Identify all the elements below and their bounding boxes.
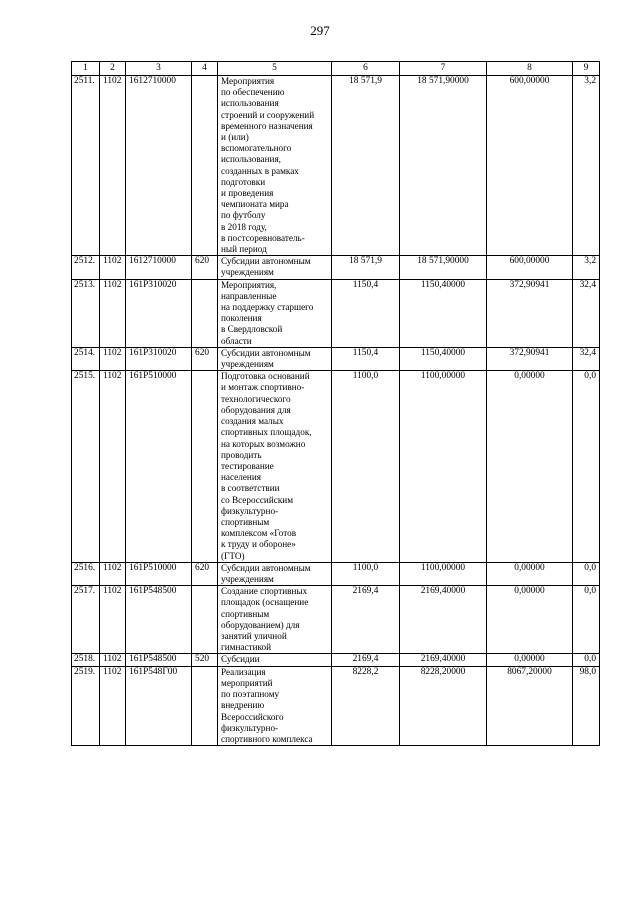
column-header: 2: [100, 62, 126, 76]
table-row: [72, 371, 600, 562]
planned-amount-cell: 8228,2: [332, 666, 400, 745]
approved-amount-cell: 8228,20000: [400, 666, 487, 745]
column-header: 7: [400, 62, 487, 76]
item-name-cell: Субсидии автономным учреждениям: [218, 256, 332, 279]
executed-amount-cell: 372,90941: [487, 279, 573, 347]
table-row: [72, 76, 600, 256]
executed-amount-cell: 600,00000: [487, 76, 573, 256]
approved-amount-cell: 18 571,90000: [400, 256, 487, 279]
budget-table: [71, 61, 600, 746]
execution-percent-cell: 32,4: [573, 347, 600, 370]
approved-amount-cell: 1100,00000: [400, 371, 487, 562]
execution-percent-cell: 0,0: [573, 586, 600, 654]
planned-amount-cell: 1100,0: [332, 371, 400, 562]
table-body: [72, 76, 600, 746]
row-number-cell: 2517.: [72, 586, 100, 654]
planned-amount-cell: 18 571,9: [332, 256, 400, 279]
row-number-cell: 2512.: [72, 256, 100, 279]
section-code-cell: 1102: [100, 76, 126, 256]
target-article-cell: 161P548500: [126, 654, 192, 666]
expense-type-cell: [192, 666, 218, 745]
expense-type-cell: [192, 586, 218, 654]
target-article-cell: 161P310020: [126, 279, 192, 347]
column-header: 3: [126, 62, 192, 76]
execution-percent-cell: 0,0: [573, 562, 600, 585]
executed-amount-cell: 372,90941: [487, 347, 573, 370]
execution-percent-cell: 3,2: [573, 256, 600, 279]
row-number-cell: 2514.: [72, 347, 100, 370]
executed-amount-cell: 0,00000: [487, 562, 573, 585]
execution-percent-cell: 0,0: [573, 371, 600, 562]
item-name-cell: Реализация мероприятий по поэтапному внедрению Всероссийского физкультурно- спортивного комплекса: [218, 666, 332, 745]
row-number-cell: 2516.: [72, 562, 100, 585]
target-article-cell: 161P510000: [126, 562, 192, 585]
item-name-cell: Субсидии автономным учреждениям: [218, 347, 332, 370]
table-row: [72, 586, 600, 654]
column-header: 8: [487, 62, 573, 76]
executed-amount-cell: 0,00000: [487, 654, 573, 666]
table-row: [72, 279, 600, 347]
item-name-cell: Мероприятия по обеспечению использования строений и сооружений временного назначения и (или) вспомогательного использования, созданных в рамках подготовки и проведения чемпионата мира по футболу в 2018 году, в постсоревнователь- ный период: [218, 76, 332, 256]
approved-amount-cell: 18 571,90000: [400, 76, 487, 256]
target-article-cell: 1612710000: [126, 256, 192, 279]
table-row: [72, 256, 600, 279]
table-header-row: [72, 62, 600, 76]
approved-amount-cell: 1150,40000: [400, 279, 487, 347]
target-article-cell: 1612710000: [126, 76, 192, 256]
expense-type-cell: [192, 371, 218, 562]
target-article-cell: 161P310020: [126, 347, 192, 370]
planned-amount-cell: 1150,4: [332, 279, 400, 347]
row-number-cell: 2515.: [72, 371, 100, 562]
table-row: [72, 654, 600, 666]
section-code-cell: 1102: [100, 666, 126, 745]
execution-percent-cell: 0,0: [573, 654, 600, 666]
executed-amount-cell: 0,00000: [487, 371, 573, 562]
section-code-cell: 1102: [100, 371, 126, 562]
item-name-cell: Субсидии: [218, 654, 332, 666]
section-code-cell: 1102: [100, 562, 126, 585]
approved-amount-cell: 1100,00000: [400, 562, 487, 585]
expense-type-cell: [192, 279, 218, 347]
target-article-cell: 161P548500: [126, 586, 192, 654]
expense-type-cell: 620: [192, 256, 218, 279]
page-number: 297: [310, 23, 330, 38]
planned-amount-cell: 2169,4: [332, 586, 400, 654]
column-header: 4: [192, 62, 218, 76]
section-code-cell: 1102: [100, 586, 126, 654]
section-code-cell: 1102: [100, 279, 126, 347]
planned-amount-cell: 2169,4: [332, 654, 400, 666]
item-name-cell: Мероприятия, направленные на поддержку старшего поколения в Свердловской области: [218, 279, 332, 347]
table-row: [72, 562, 600, 585]
planned-amount-cell: 1100,0: [332, 562, 400, 585]
row-number-cell: 2513.: [72, 279, 100, 347]
row-number-cell: 2518.: [72, 654, 100, 666]
section-code-cell: 1102: [100, 347, 126, 370]
executed-amount-cell: 8067,20000: [487, 666, 573, 745]
expense-type-cell: [192, 76, 218, 256]
execution-percent-cell: 3,2: [573, 76, 600, 256]
item-name-cell: Субсидии автономным учреждениям: [218, 562, 332, 585]
expense-type-cell: 520: [192, 654, 218, 666]
planned-amount-cell: 1150,4: [332, 347, 400, 370]
item-name-cell: Создание спортивных площадок (оснащение спортивным оборудованием) для занятий уличной гимнастикой: [218, 586, 332, 654]
column-header: 1: [72, 62, 100, 76]
execution-percent-cell: 98,0: [573, 666, 600, 745]
section-code-cell: 1102: [100, 654, 126, 666]
table-row: [72, 666, 600, 745]
target-article-cell: 161P548Г00: [126, 666, 192, 745]
planned-amount-cell: 18 571,9: [332, 76, 400, 256]
column-header: 9: [573, 62, 600, 76]
section-code-cell: 1102: [100, 256, 126, 279]
executed-amount-cell: 600,00000: [487, 256, 573, 279]
executed-amount-cell: 0,00000: [487, 586, 573, 654]
expense-type-cell: 620: [192, 562, 218, 585]
execution-percent-cell: 32,4: [573, 279, 600, 347]
table-row: [72, 347, 600, 370]
approved-amount-cell: 2169,40000: [400, 654, 487, 666]
row-number-cell: 2511.: [72, 76, 100, 256]
column-header: 6: [332, 62, 400, 76]
row-number-cell: 2519.: [72, 666, 100, 745]
approved-amount-cell: 1150,40000: [400, 347, 487, 370]
item-name-cell: Подготовка оснований и монтаж спортивно- технологического оборудования для создания малых спортивных площадок, на которых возможно проводить тестирование населения в соответствии со Всероссийским физкультурно- спортивным комплексом «Готов к труду и обороне» (ГТО): [218, 371, 332, 562]
expense-type-cell: 620: [192, 347, 218, 370]
column-header: 5: [218, 62, 332, 76]
target-article-cell: 161P510000: [126, 371, 192, 562]
approved-amount-cell: 2169,40000: [400, 586, 487, 654]
